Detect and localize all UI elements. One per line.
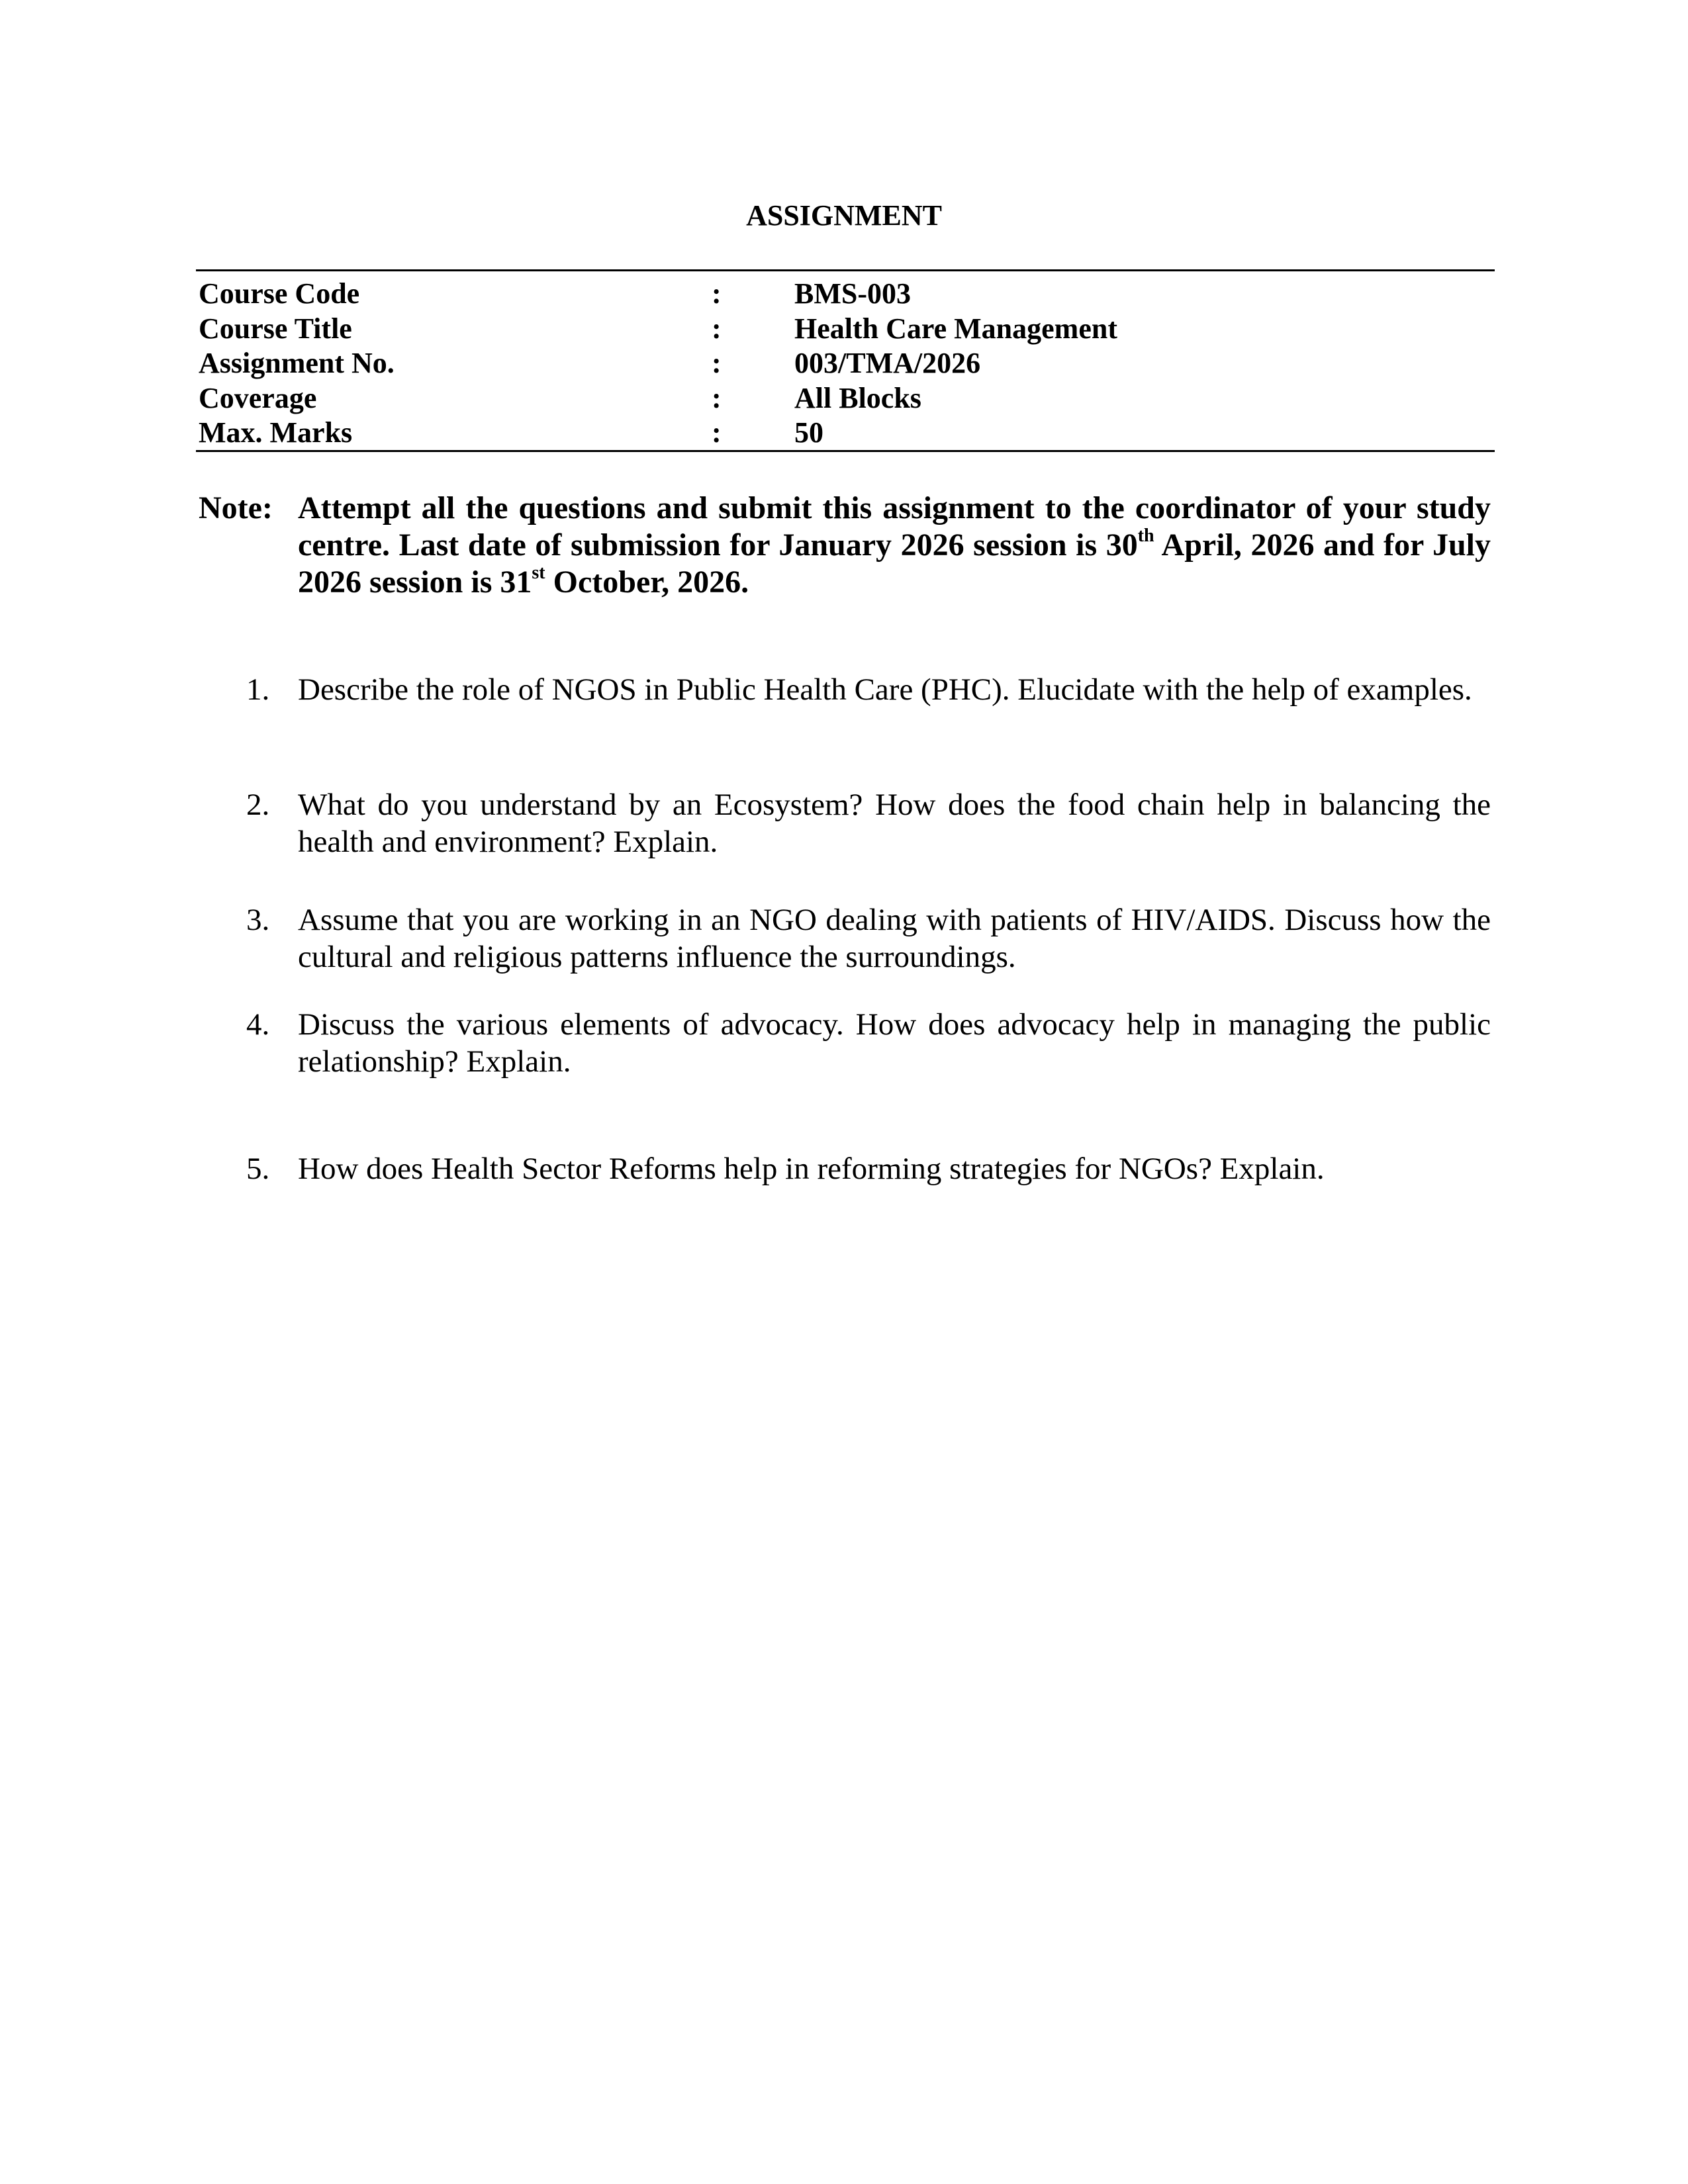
info-separator: : (712, 416, 722, 449)
info-value: BMS-003 (794, 277, 911, 310)
info-separator: : (712, 312, 722, 345)
info-row-course-code (199, 277, 1489, 312)
question-text: Discuss the various elements of advocacy. How does advocacy help in managing the public relationship? Explain. (298, 1007, 1491, 1079)
page-title: ASSIGNMENT (746, 199, 942, 232)
question-item (199, 1150, 1491, 1187)
info-row-course-title (199, 312, 1489, 347)
question-text: What do you understand by an Ecosystem? How does the food chain help in balancing the health and environment? Explain. (298, 788, 1491, 859)
info-separator: : (712, 277, 722, 310)
note-text-part: April, 2026 and for July 2026 session is 31 (298, 527, 1491, 600)
question-item (199, 901, 1491, 976)
info-value: 50 (794, 416, 823, 449)
note-text-part: Attempt all the questions and submit this assignment to the coordinator of your study centre. Last date of submission for January 2026 session is 30 (298, 490, 1491, 563)
info-separator: : (712, 347, 722, 379)
note-text (298, 490, 1491, 601)
info-label: Course Code (199, 277, 360, 310)
table-bottom-rule (196, 450, 1495, 452)
note-superscript: st (532, 563, 545, 583)
info-label: Assignment No. (199, 347, 395, 379)
info-value: 003/TMA/2026 (794, 347, 981, 379)
course-info-table (199, 277, 1489, 451)
info-label: Course Title (199, 312, 352, 345)
info-row-max-marks (199, 416, 1489, 451)
info-row-coverage (199, 381, 1489, 416)
info-row-assignment-no (199, 346, 1489, 381)
question-text: Assume that you are working in an NGO dealing with patients of HIV/AIDS. Discuss how the cultural and religious patterns influence the surroundings. (298, 903, 1491, 974)
question-number: 5. (246, 1152, 270, 1186)
info-value: All Blocks (794, 381, 921, 414)
submission-note (199, 490, 1491, 601)
question-item (199, 1006, 1491, 1080)
table-top-rule (196, 269, 1495, 271)
note-text-part: October, 2026. (545, 565, 749, 600)
note-label: Note: (199, 490, 273, 525)
question-item (199, 786, 1491, 860)
info-label: Coverage (199, 381, 317, 414)
question-text: How does Health Sector Reforms help in reforming strategies for NGOs? Explain. (298, 1152, 1325, 1186)
note-superscript: th (1137, 525, 1154, 546)
question-number: 4. (246, 1007, 270, 1042)
question-text: Describe the role of NGOS in Public Health Care (PHC). Elucidate with the help of examples. (298, 672, 1472, 707)
info-value: Health Care Management (794, 312, 1117, 345)
info-separator: : (712, 381, 722, 414)
info-label: Max. Marks (199, 416, 353, 449)
question-item (199, 671, 1491, 708)
question-number: 3. (246, 903, 270, 937)
question-number: 2. (246, 788, 270, 822)
question-number: 1. (246, 672, 270, 707)
